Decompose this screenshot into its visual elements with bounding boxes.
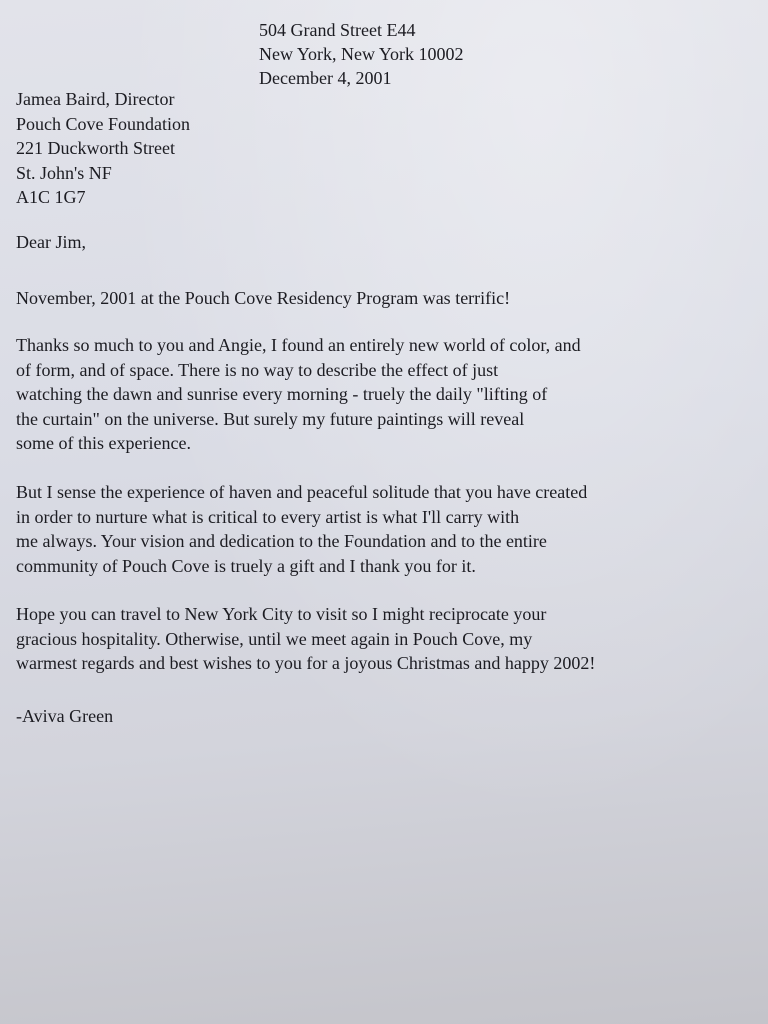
paragraph-line: in order to nurture what is critical to every artist is what I'll carry with <box>16 506 520 527</box>
recipient-name: Jamea Baird, Director <box>16 89 175 109</box>
paragraph-line: But I sense the experience of haven and peaceful solitude that you have created <box>16 482 588 502</box>
paragraph-line: the curtain" on the universe. But surely my future paintings will reveal <box>16 408 525 429</box>
signature: -Aviva Green <box>16 706 114 726</box>
paragraph-4 <box>16 602 756 676</box>
paragraph-line: November, 2001 at the Pouch Cove Residency Program was terrific! <box>16 288 511 308</box>
recipient-organization: Pouch Cove Foundation <box>16 113 190 134</box>
recipient-address <box>16 87 190 210</box>
recipient-street: 221 Duckworth Street <box>16 138 175 158</box>
paragraph-3 <box>16 480 756 578</box>
paragraph-line: Hope you can travel to New York City to visit so I might reciprocate your <box>16 604 547 624</box>
paragraph-2 <box>16 333 756 456</box>
paragraph-line: watching the dawn and sunrise every morning - truely the daily "lifting of <box>16 384 548 404</box>
sender-street: 504 Grand Street E44 <box>259 20 416 40</box>
paragraph-line: warmest regards and best wishes to you for a joyous Christmas and happy 2002! <box>16 653 596 673</box>
sender-city: New York, New York 10002 <box>259 44 464 64</box>
paragraph-line: of form, and of space. There is no way to describe the effect of just <box>16 359 499 380</box>
paragraph-line: community of Pouch Cove is truely a gift and I thank you for it. <box>16 555 476 576</box>
paragraph-1 <box>16 286 756 311</box>
salutation: Dear Jim, <box>16 232 86 252</box>
recipient-postal: A1C 1G7 <box>16 187 86 207</box>
recipient-city: St. John's NF <box>16 162 112 183</box>
paragraph-line: some of this experience. <box>16 433 191 453</box>
paragraph-line: me always. Your vision and dedication to the Foundation and to the entire <box>16 531 547 551</box>
sender-address <box>259 18 464 90</box>
paragraph-line: Thanks so much to you and Angie, I found an entirely new world of color, and <box>16 335 581 355</box>
paragraph-line: gracious hospitality. Otherwise, until we meet again in Pouch Cove, my <box>16 628 533 649</box>
letter-date: December 4, 2001 <box>259 68 392 88</box>
